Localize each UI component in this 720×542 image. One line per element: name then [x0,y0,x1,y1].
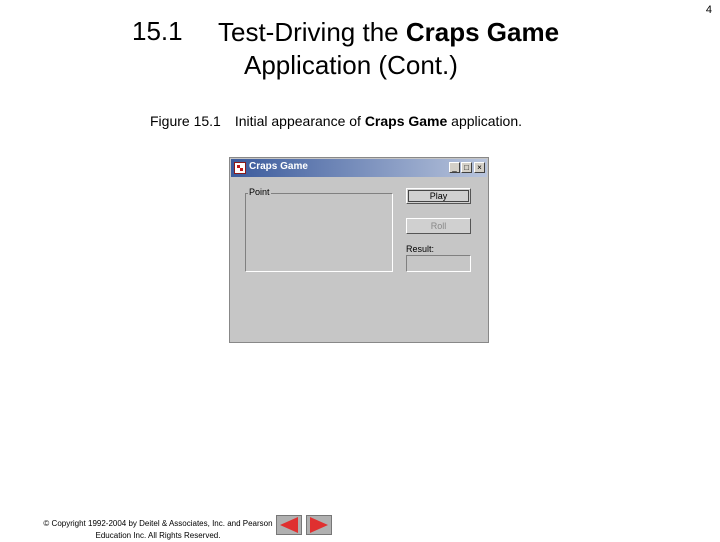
title-line2: Application (Cont.) [244,50,458,80]
caption-label: Figure 15.1 [150,113,221,129]
caption-prefix: Initial appearance of [234,113,365,129]
page-number: 4 [705,4,712,16]
next-arrow-icon [306,515,332,535]
copyright-line1: © Copyright 1992-2004 by Deitel & Associates, Inc. and Pearson [43,519,273,528]
window-titlebar[interactable] [231,159,487,177]
play-button[interactable]: Play [406,188,471,204]
craps-game-window [229,157,489,343]
point-label: Point [249,187,270,197]
copyright-notice [38,518,278,542]
slide-title [218,16,559,82]
close-button[interactable]: × [474,162,485,173]
minimize-button[interactable]: _ [449,162,460,173]
window-title: Craps Game [249,161,308,172]
maximize-button[interactable]: □ [461,162,472,173]
section-number: 15.1 [132,16,183,46]
roll-button[interactable]: Roll [406,218,471,234]
prev-arrow-icon [276,515,302,535]
title-bold: Craps Game [405,17,560,47]
title-prefix: Test-Driving the [218,17,406,47]
copyright-line2: Education Inc. All Rights Reserved. [95,531,221,540]
app-icon[interactable] [234,162,246,174]
point-panel [245,193,393,272]
caption-bold: Craps Game [364,113,448,129]
caption-suffix: application. [447,113,523,129]
result-field[interactable] [406,255,471,272]
previous-slide-button[interactable] [276,515,302,535]
next-slide-button[interactable] [306,515,332,535]
figure-caption [150,113,522,129]
result-label: Result: [406,244,435,254]
